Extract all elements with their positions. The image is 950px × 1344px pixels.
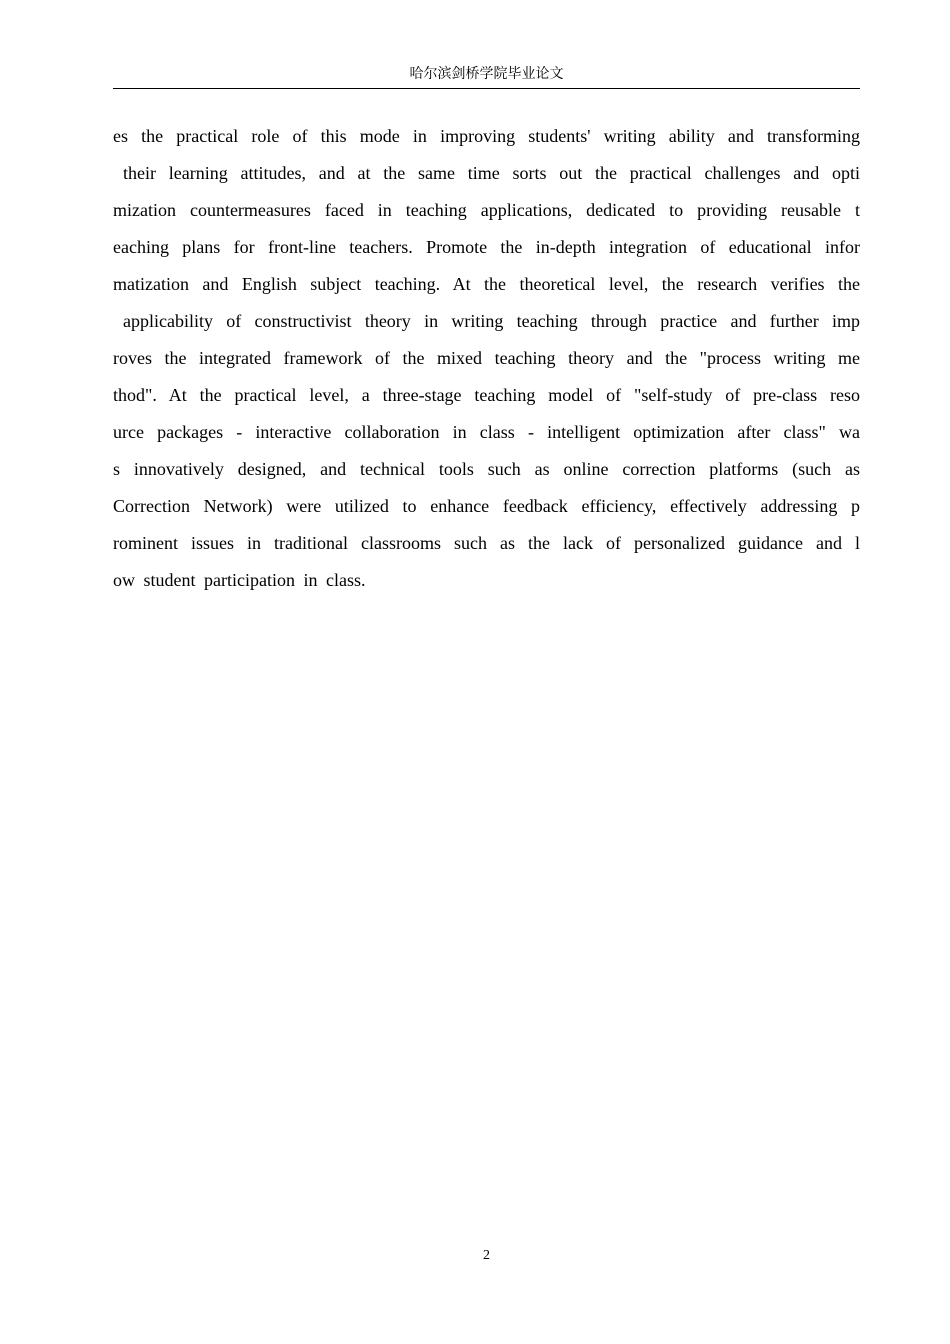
text-line: Correction Network) were utilized to enhance feedback efficiency, effectively addressing p — [113, 496, 860, 516]
text-line: thod". At the practical level, a three-stage teaching model of "self-study of pre-class reso — [113, 385, 860, 405]
text-line: s innovatively designed, and technical tools such as online correction platforms (such as — [113, 459, 860, 479]
text-line: rominent issues in traditional classrooms such as the lack of personalized guidance and l — [113, 533, 860, 553]
page-number: 2 — [483, 1248, 490, 1263]
header-divider — [113, 88, 860, 89]
text-line: eaching plans for front-line teachers. Promote the in-depth integration of educational infor — [113, 237, 860, 257]
text-line: matization and English subject teaching. At the theoretical level, the research verifies the — [113, 274, 860, 294]
text-line: mization countermeasures faced in teaching applications, dedicated to providing reusable t — [113, 200, 860, 220]
running-header: 哈尔滨剑桥学院毕业论文 — [409, 67, 564, 82]
text-line: es the practical role of this mode in improving students' writing ability and transforming — [113, 126, 860, 146]
text-line: applicability of constructivist theory in writing teaching through practice and further imp — [123, 311, 860, 331]
text-line: their learning attitudes, and at the same time sorts out the practical challenges and opti — [123, 163, 860, 183]
text-line: urce packages - interactive collaboration in class - intelligent optimization after class" wa — [113, 422, 860, 442]
text-line: ow student participation in class. — [113, 570, 366, 590]
body-paragraph — [113, 118, 860, 599]
text-line: roves the integrated framework of the mixed teaching theory and the "process writing me — [113, 348, 860, 368]
